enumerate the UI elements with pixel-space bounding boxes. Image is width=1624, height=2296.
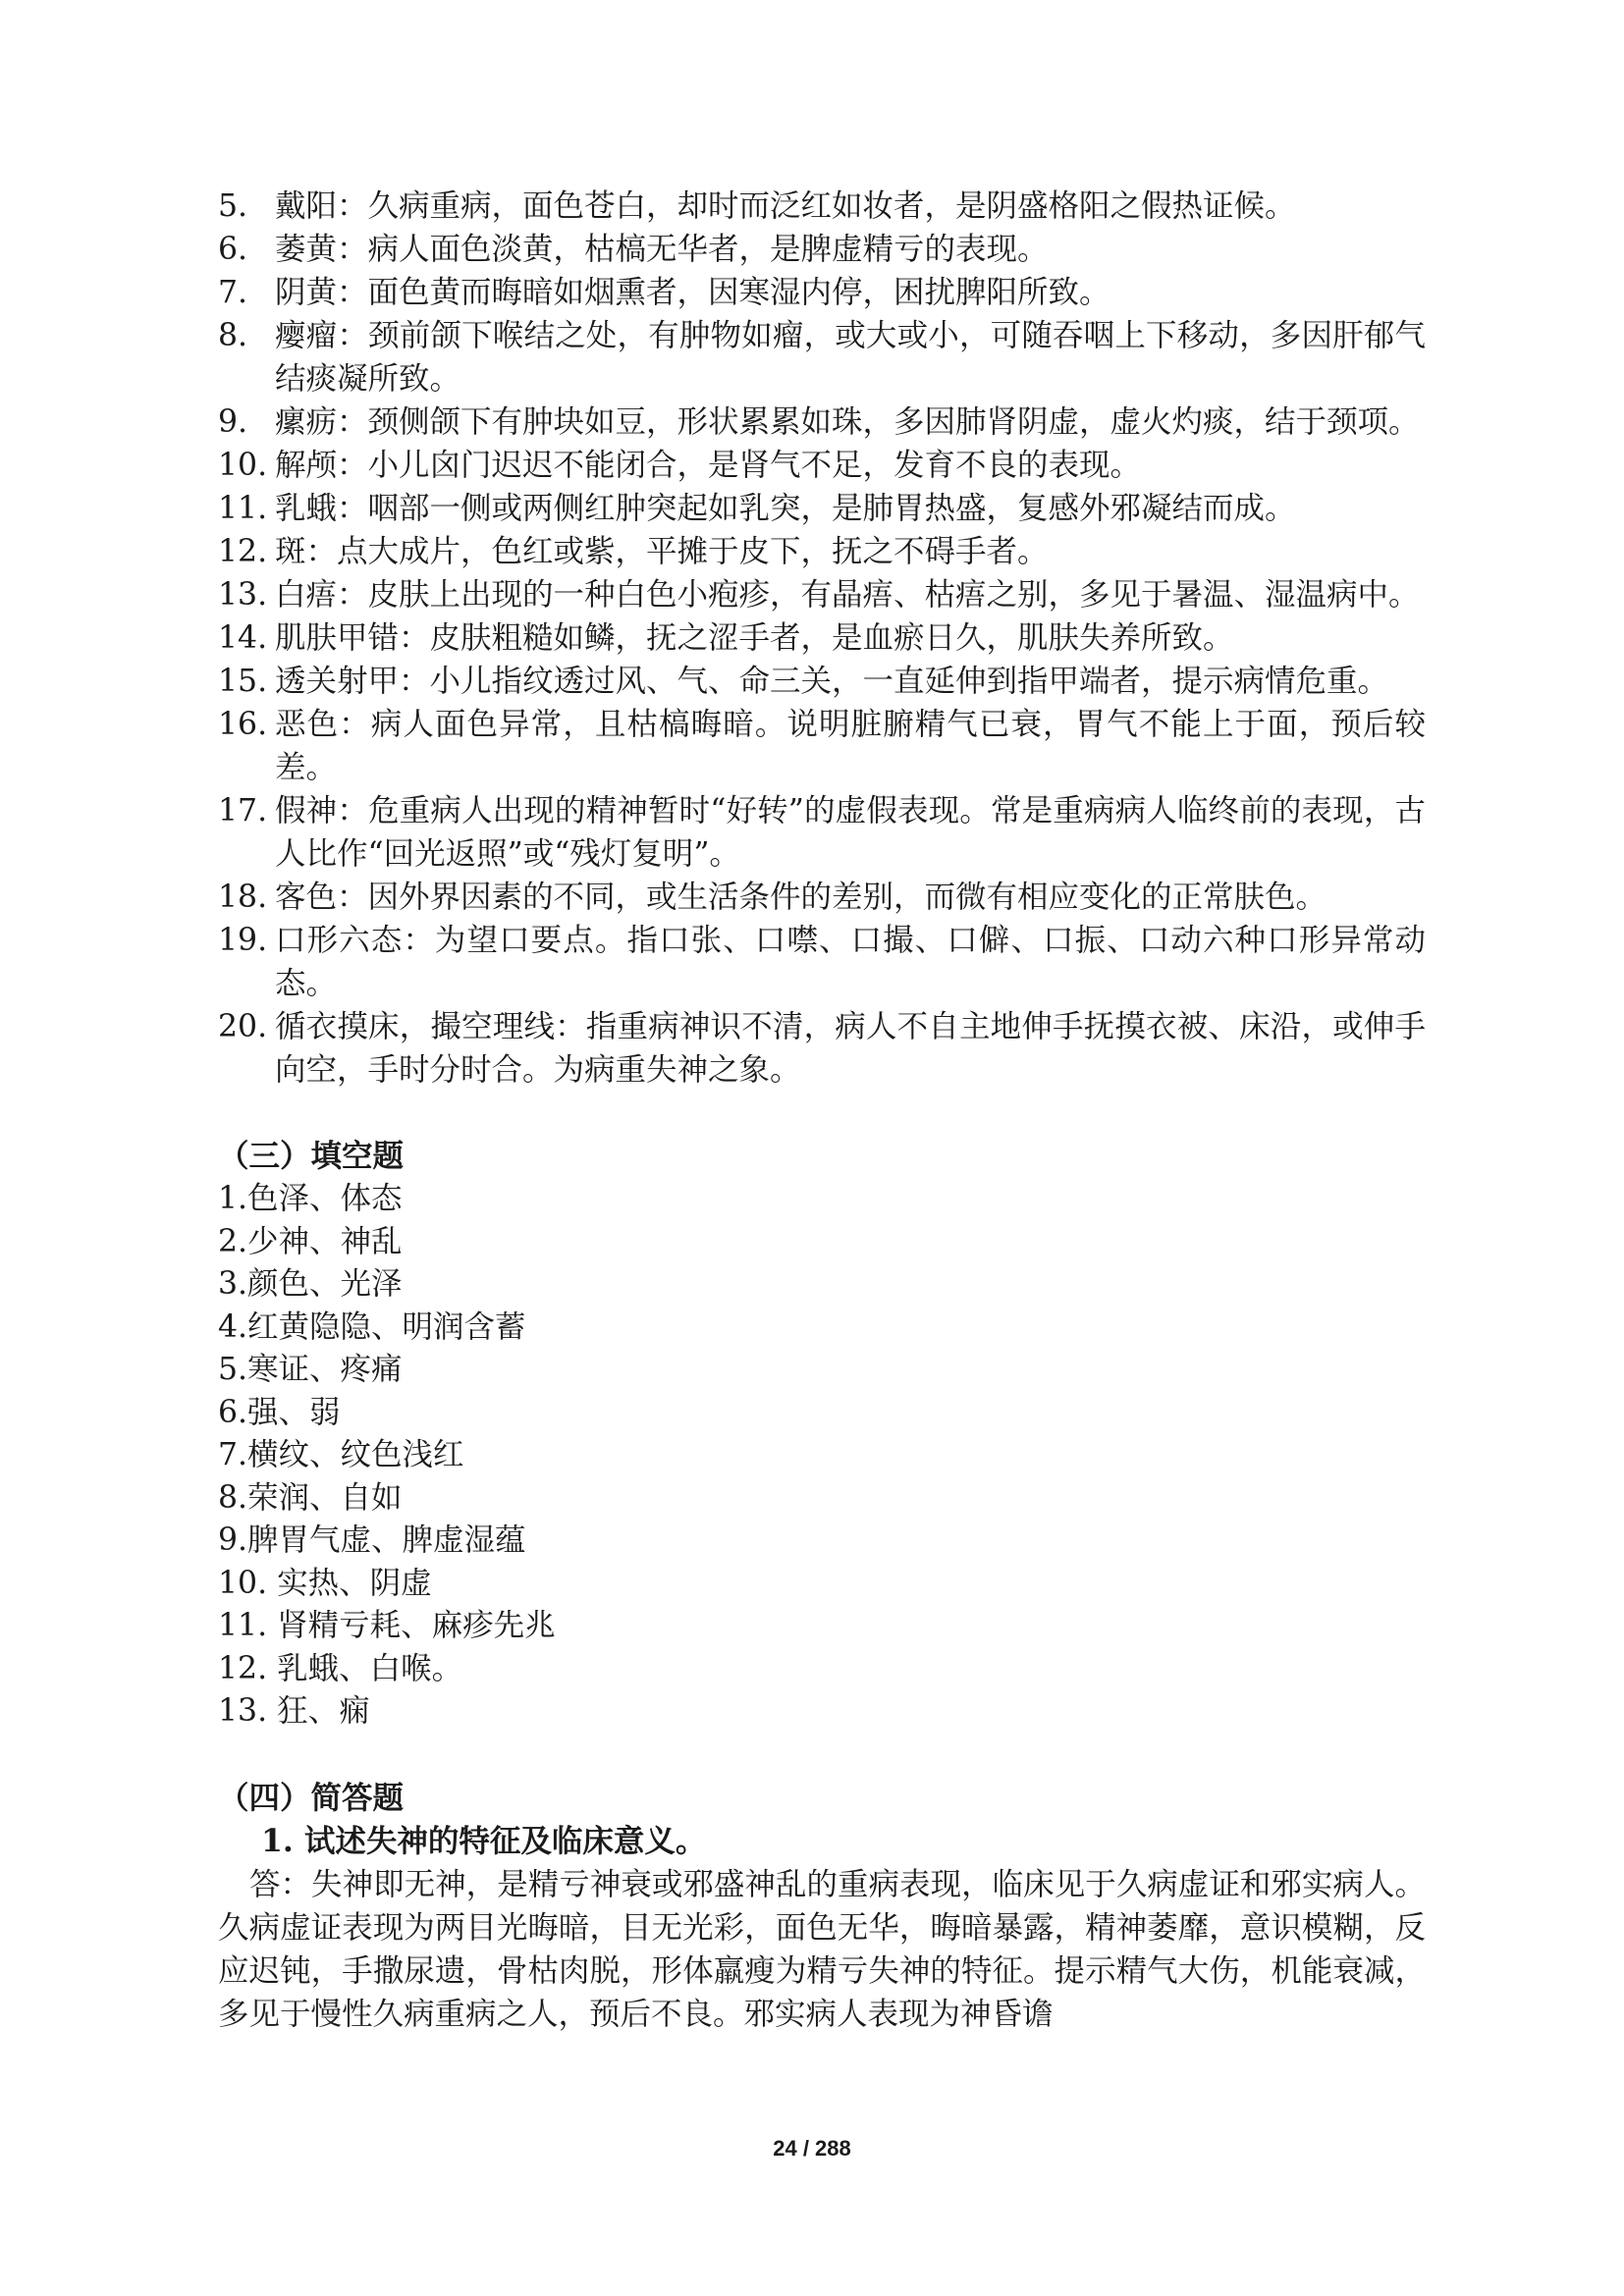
definition-item (218, 271, 1426, 314)
fill-answer-item: 6.强、弱 (218, 1394, 341, 1430)
short-answer-heading: （四）简答题 (218, 1779, 405, 1816)
definition-item (218, 919, 1426, 1005)
definition-text: 阴黄：面色黄而晦暗如烟熏者，因寒湿内停，困扰脾阳所致。 (275, 275, 1110, 310)
fill-answer-item: 5.寒证、疼痛 (218, 1352, 403, 1387)
definition-number: 13. (218, 577, 268, 613)
definition-item (218, 1005, 1426, 1092)
fill-section-heading: （三）填空题 (218, 1138, 405, 1174)
definition-number: 20. (218, 1009, 268, 1044)
definition-text: 口形六态：为望口要点。指口张、口噤、口撮、口僻、口振、口动六种口形异常动态。 (275, 923, 1426, 1001)
definition-item (218, 228, 1426, 271)
definition-number: 9. (218, 404, 248, 440)
definition-item (218, 789, 1426, 876)
definition-text: 戴阳：久病重病，面色苍白，却时而泛红如妆者，是阴盛格阳之假热证候。 (275, 188, 1296, 224)
definition-number: 12. (218, 534, 268, 569)
definition-text: 恶色：病人面色异常，且枯槁晦暗。说明脏腑精气已衰，胃气不能上于面，预后较差。 (275, 707, 1426, 785)
definition-text: 萎黄：病人面色淡黄，枯槁无华者，是脾虚精亏的表现。 (275, 232, 1049, 267)
definition-number: 10. (218, 448, 268, 483)
definition-number: 11. (218, 491, 268, 526)
definition-text: 循衣摸床，撮空理线：指重病神识不清，病人不自主地伸手抚摸衣被、床沿，或伸手向空，手时分时合。为病重失神之象。 (275, 1009, 1426, 1088)
definition-text: 斑：点大成片，色红或紫，平摊于皮下，抚之不碍手者。 (275, 534, 1049, 569)
answer-paragraph: 答：失神即无神，是精亏神衰或邪盛神乱的重病表现，临床见于久病虚证和邪实病人。久病虚证表现为两目光晦暗，目无光彩，面色无华，晦暗暴露，精神萎靡，意识模糊，反应迟钝，手撒尿遗，骨枯肉脱，形体羸瘦为精亏失神的特征。提示精气大伤，机能衰减，多见于慢性久病重病之人，预后不良。邪实病人表现为神昏谵 (218, 1866, 1426, 2032)
fill-answer-item: 7.横纹、纹色浅红 (218, 1437, 464, 1472)
definition-number: 5. (218, 188, 248, 224)
definition-text: 瘿瘤：颈前颌下喉结之处，有肿物如瘤，或大或小，可随吞咽上下移动，多因肝郁气结痰凝所致。 (275, 318, 1426, 397)
fill-answer-item: 1.色泽、体态 (218, 1181, 403, 1216)
definition-text: 客色：因外界因素的不同，或生活条件的差别，而微有相应变化的正常肤色。 (275, 880, 1327, 915)
definition-number: 19. (218, 923, 268, 958)
fill-answer-item: 10. 实热、阴虚 (218, 1565, 432, 1601)
definition-number: 7. (218, 275, 248, 310)
fill-answer-item: 9.脾胃气虚、脾虚湿蕴 (218, 1522, 526, 1558)
page-number: 24 / 288 (773, 2136, 851, 2161)
definition-item (218, 185, 1426, 228)
definition-number: 18. (218, 880, 268, 915)
definition-item (218, 400, 1426, 444)
definition-text: 乳蛾：咽部一侧或两侧红肿突起如乳突，是肺胃热盛，复感外邪凝结而成。 (275, 491, 1296, 526)
fill-answer-item: 12. 乳蛾、白喉。 (218, 1650, 463, 1686)
fill-answer-item: 4.红黄隐隐、明润含蓄 (218, 1308, 526, 1345)
definition-number: 14. (218, 620, 268, 656)
definition-number: 15. (218, 664, 268, 699)
definition-number: 8. (218, 318, 248, 353)
definition-text: 瘰疬：颈侧颌下有肿块如豆，形状累累如珠，多因肺肾阴虚，虚火灼痰，结于颈项。 (275, 404, 1420, 440)
definition-number: 6. (218, 232, 248, 267)
definition-item (218, 487, 1426, 530)
question-title: 1. 试述失神的特征及临床意义。 (261, 1822, 707, 1859)
definition-text: 白痦：皮肤上出现的一种白色小疱疹，有晶痦、枯痦之别，多见于暑温、湿温病中。 (275, 577, 1420, 613)
fill-answer-list (218, 1178, 1426, 1734)
definition-item (218, 876, 1426, 919)
definition-text: 解颅：小儿囟门迟迟不能闭合，是肾气不足，发育不良的表现。 (275, 448, 1142, 483)
page-content (218, 185, 1426, 2036)
definition-item (218, 660, 1426, 703)
fill-answer-item: 2.少神、神乱 (218, 1223, 403, 1259)
definition-item (218, 616, 1426, 660)
definition-item (218, 703, 1426, 789)
definition-item (218, 444, 1426, 487)
fill-answer-item: 13. 狂、痫 (218, 1693, 370, 1729)
fill-answer-item: 8.荣润、自如 (218, 1479, 403, 1516)
definition-text: 透关射甲：小儿指纹透过风、气、命三关，一直延伸到指甲端者，提示病情危重。 (275, 664, 1389, 699)
fill-answer-item: 11. 肾精亏耗、麻疹先兆 (218, 1608, 556, 1643)
definition-number: 16. (218, 707, 268, 742)
definition-number: 17. (218, 793, 268, 828)
definition-item (218, 573, 1426, 616)
definition-item (218, 314, 1426, 400)
definition-list (218, 185, 1426, 1092)
fill-answer-item: 3.颜色、光泽 (218, 1266, 403, 1302)
definition-item (218, 530, 1426, 573)
definition-text: 肌肤甲错：皮肤粗糙如鳞，抚之涩手者，是血瘀日久，肌肤失养所致。 (275, 620, 1234, 656)
definition-text: 假神：危重病人出现的精神暂时“好转”的虚假表现。常是重病病人临终前的表现，古人比作“回光返照”或“残灯复明”。 (275, 793, 1426, 872)
